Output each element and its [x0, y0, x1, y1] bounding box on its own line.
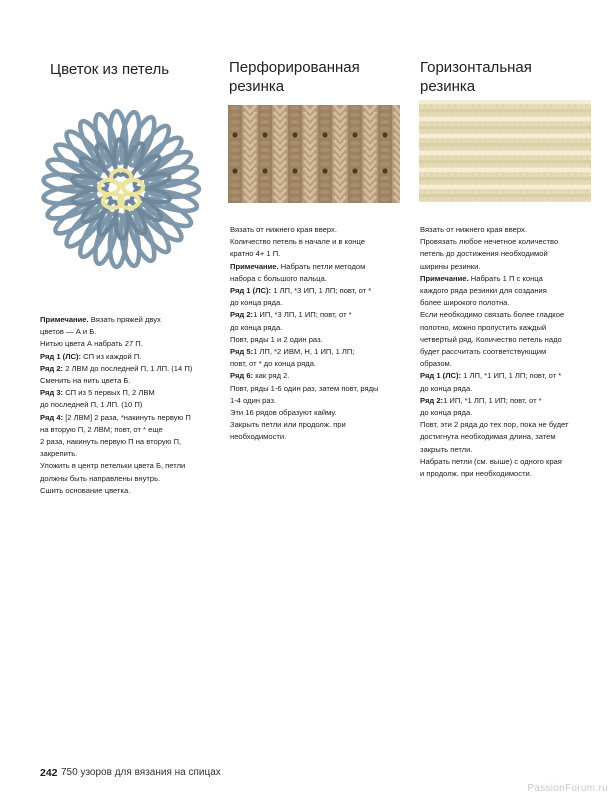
- instruction-line: [230, 248, 379, 260]
- instruction-text: набора с большого пальца.: [230, 273, 327, 283]
- instruction-line: [40, 375, 192, 387]
- instruction-line: [420, 358, 568, 370]
- instruction-label: Ряд 4:: [40, 412, 64, 422]
- instruction-label: Ряд 1 (ЛС):: [420, 371, 462, 381]
- instruction-text: 1 ИП, *3 ЛП, 1 ИП; повт, от *: [253, 310, 352, 320]
- instruction-text: СП из каждой П.: [81, 351, 142, 361]
- instruction-text: Повт, эти 2 ряда до тех пор, пока не будет: [420, 420, 569, 430]
- instruction-line: [420, 407, 568, 419]
- instruction-line: [420, 285, 568, 297]
- instruction-text: цветов — А и Б.: [40, 327, 97, 337]
- instruction-text: Повт, ряды 1-6 один раз, затем повт, ряды: [230, 383, 379, 393]
- instruction-text: будет рассчитать соответствующим: [420, 347, 547, 357]
- instruction-text: Вязать от нижнего края вверх.: [230, 225, 337, 234]
- instruction-line: [40, 351, 192, 363]
- instruction-text: до последней П, 1 ЛП. (10 П): [40, 400, 143, 410]
- instruction-line: [230, 334, 379, 346]
- instruction-text: СП из 5 первых П, 2 ЛВМ: [63, 388, 155, 398]
- instruction-text: Уложить в центр петельки цвета Б, петли: [40, 461, 186, 471]
- instruction-text: полотно, можно пропустить каждый: [420, 322, 547, 332]
- flower-image: [36, 104, 206, 274]
- instruction-text: до конца ряда.: [230, 298, 283, 308]
- instruction-line: [230, 419, 379, 431]
- instruction-label: Примечание.: [230, 261, 279, 271]
- instruction-text: 1 ЛП, *1 ИП, 1 ЛП; повт, от *: [461, 371, 562, 381]
- horizontal-rib-title-line2: резинка: [420, 78, 476, 95]
- instruction-line: [230, 322, 379, 334]
- perforated-rib-swatch-image: [228, 105, 400, 203]
- horizontal-rib-title-line1: Горизонтальная: [420, 59, 532, 76]
- instruction-line: [230, 346, 379, 358]
- instruction-line: [40, 399, 192, 411]
- instruction-text: и продолж. при необходимости.: [420, 469, 532, 479]
- instruction-line: [40, 485, 192, 497]
- instruction-line: [420, 322, 568, 334]
- instruction-text: как ряд 2.: [253, 371, 290, 381]
- perforated-rib-title-line1: Перфорированная: [229, 59, 360, 76]
- instruction-line: [230, 297, 379, 309]
- instruction-line: [40, 326, 192, 338]
- instruction-line: [420, 334, 568, 346]
- instruction-line: [40, 448, 192, 460]
- instruction-line: [40, 412, 192, 424]
- instruction-text: петель до достижения необходимой: [420, 249, 548, 259]
- instruction-line: [40, 473, 192, 485]
- instruction-text: необходимости.: [230, 432, 287, 442]
- instruction-line: [230, 358, 379, 370]
- instruction-text: [2 ЛВМ] 2 раза, *накинуть первую П: [63, 412, 191, 422]
- instruction-line: [420, 297, 568, 309]
- instruction-text: 1 ЛП, *2 ИВМ, Н, 1 ИП, 1 ЛП;: [253, 347, 355, 357]
- page-number: 242: [40, 767, 58, 779]
- instruction-line: [420, 248, 568, 260]
- instruction-line: [40, 314, 192, 326]
- instruction-label: Ряд 2:: [230, 310, 254, 320]
- instruction-label: Ряд 2:: [40, 363, 64, 373]
- instruction-label: Ряд 6:: [230, 371, 254, 381]
- instruction-line: [230, 407, 379, 419]
- instruction-label: Ряд 5:: [230, 347, 254, 357]
- perforated-rib-instructions: [230, 224, 379, 444]
- instruction-text: более широкого полотна.: [420, 298, 510, 308]
- instruction-text: на вторую П, 2 ЛВМ; повт, от * еще: [40, 424, 163, 434]
- instruction-line: [420, 383, 568, 395]
- instruction-text: четвертый ряд. Количество петель надо: [420, 334, 562, 344]
- instruction-text: Эти 16 рядов образуют кайму.: [230, 408, 337, 418]
- instruction-text: Повт, ряды 1 и 2 один раз.: [230, 334, 323, 344]
- instruction-line: [420, 224, 568, 236]
- flower-title: Цветок из петель: [50, 61, 170, 78]
- instruction-line: [420, 346, 568, 358]
- flower-instructions: [40, 314, 192, 497]
- instruction-text: закрыть петли.: [420, 444, 473, 454]
- book-title: 750 узоров для вязания на спицах: [61, 767, 221, 778]
- instruction-line: [230, 261, 379, 273]
- instruction-text: Набрать петли методом: [278, 261, 366, 271]
- instruction-label: Примечание.: [420, 273, 469, 283]
- instruction-line: [420, 456, 568, 468]
- instruction-line: [40, 460, 192, 472]
- instruction-text: должны быть направлены внутрь.: [40, 473, 161, 483]
- instruction-line: [420, 431, 568, 443]
- instruction-line: [420, 419, 568, 431]
- instruction-line: [230, 273, 379, 285]
- instruction-line: [230, 431, 379, 443]
- instruction-line: [40, 338, 192, 350]
- instruction-line: [420, 309, 568, 321]
- instruction-text: закрепить.: [40, 449, 78, 459]
- instruction-text: кратно 4+ 1 П.: [230, 249, 281, 259]
- instruction-text: Сменить на нить цвета Б.: [40, 376, 131, 386]
- instruction-line: [230, 370, 379, 382]
- instruction-text: до конца ряда.: [420, 383, 473, 393]
- instruction-line: [230, 285, 379, 297]
- instruction-line: [420, 444, 568, 456]
- instruction-text: Вязать от нижнего края вверх.: [420, 225, 527, 234]
- instruction-text: 1 ЛП, *3 ИП, 1 ЛП; повт, от *: [271, 286, 372, 296]
- instruction-text: 1-4 один раз.: [230, 395, 277, 405]
- instruction-text: Если необходимо связать более гладкое: [420, 310, 565, 320]
- instruction-label: Ряд 3:: [40, 388, 64, 398]
- instruction-text: Нитью цвета А набрать 27 П.: [40, 339, 143, 349]
- instruction-line: [230, 236, 379, 248]
- perforated-rib-title-line2: резинка: [229, 78, 285, 95]
- instruction-line: [40, 436, 192, 448]
- instruction-text: образом.: [420, 359, 452, 369]
- instruction-text: каждого ряда резинки для создания: [420, 286, 547, 296]
- instruction-line: [40, 363, 192, 375]
- instruction-line: [420, 261, 568, 273]
- instruction-line: [420, 395, 568, 407]
- instruction-text: повт, от * до конца ряда.: [230, 359, 317, 369]
- instruction-label: Ряд 1 (ЛС):: [40, 351, 82, 361]
- instruction-label: Ряд 1 (ЛС):: [230, 286, 272, 296]
- instruction-text: до конца ряда.: [420, 408, 473, 418]
- instruction-text: Закрыть петли или продолж. при: [230, 420, 346, 430]
- instruction-text: 1 ИП, *1 ЛП, 1 ИП; повт, от *: [443, 395, 542, 405]
- instruction-line: [420, 273, 568, 285]
- instruction-line: [420, 236, 568, 248]
- instruction-line: [230, 224, 379, 236]
- instruction-line: [40, 424, 192, 436]
- instruction-text: Количество петель в начале и в конце: [230, 237, 365, 247]
- instruction-line: [230, 309, 379, 321]
- watermark: PassionForum.ru: [527, 783, 608, 794]
- instruction-text: Вязать пряжей двух: [88, 315, 161, 324]
- instruction-label: Ряд 2:: [420, 395, 444, 405]
- instruction-line: [230, 383, 379, 395]
- instruction-text: до конца ряда.: [230, 322, 283, 332]
- instruction-text: достигнута необходимая длина, затем: [420, 432, 556, 442]
- instruction-text: Набрать петли (см. выше) с одного края: [420, 456, 562, 466]
- instruction-line: [40, 387, 192, 399]
- instruction-line: [420, 468, 568, 480]
- instruction-text: Сшить основание цветка.: [40, 485, 131, 495]
- instruction-text: 2 ЛВМ до последней П, 1 ЛП. (14 П): [63, 363, 193, 373]
- horizontal-rib-swatch-image: [419, 100, 591, 202]
- instruction-text: ширины резинки.: [420, 261, 481, 271]
- horizontal-rib-instructions: [420, 224, 568, 480]
- instruction-line: [420, 370, 568, 382]
- instruction-text: 2 раза, накинуть первую П на вторую П,: [40, 437, 182, 447]
- instruction-text: Провязать любое нечетное количество: [420, 237, 559, 247]
- instruction-label: Примечание.: [40, 315, 89, 324]
- instruction-line: [230, 395, 379, 407]
- instruction-text: Набрать 1 П с конца: [468, 273, 543, 283]
